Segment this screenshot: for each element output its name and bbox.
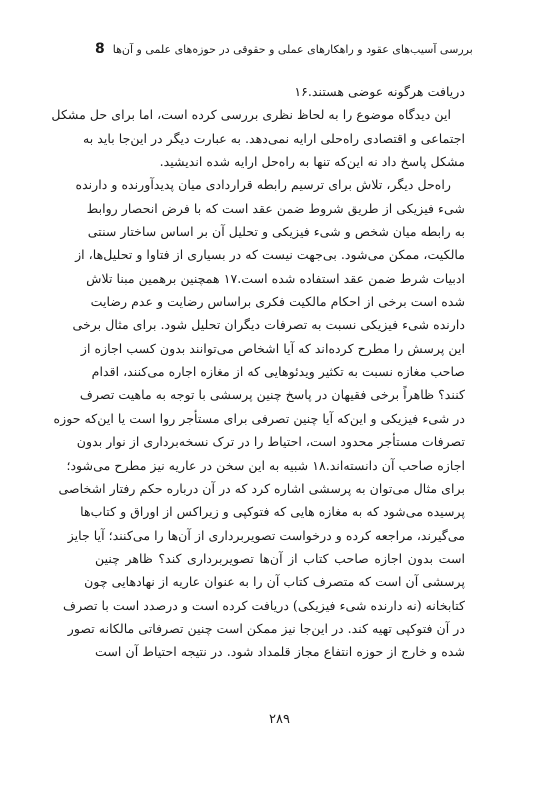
text-line: اجازه صاحب آن دانسته‌اند.۱۸ شبیه به این سخن در عاریه نیز مطرح می‌شود؛ (66, 457, 465, 473)
text-line: پرسشی آن است که متصرف کتاب آن را به عنوان عاریه از نهادهایی چون (84, 574, 465, 590)
text-line: شده و خارج از حوزه انتفاع مجاز قلمداد شود. در نتیجه احتیاط آن است (95, 644, 465, 660)
text-line: این پرسش را مطرح کرده‌اند که آیا اشخاص می‌توانند بدون کسب اجازه از (80, 340, 465, 356)
paragraph (53, 173, 465, 476)
text-line: این دیدگاه موضوع را به لحاظ نظری بررسی کرده است، اما برای حل مشکل (51, 107, 451, 123)
text-line: برای مثال می‌توان به پرسشی اشاره کرد که در آن درباره حکم رفتار اشخاصی (58, 480, 465, 496)
text-line: مشکل پاسخ داد نه این‌که تنها به راه‌حل ارایه شده اندیشید. (159, 154, 465, 170)
text-line: دارنده شیء فیزیکی نسبت به تصرفات دیگران تحلیل شود. برای مثال برخی (72, 317, 465, 333)
text-line: کنند؟ ظاهراً برخی فقیهان در پاسخ چنین پرسشی با توجه به ماهیت تصرف (79, 387, 465, 403)
text-line: تصرفات مستأجر محدود است، احتیاط را در ترک نسخه‌برداری از نوار بدون (76, 434, 465, 450)
body-text (51, 80, 465, 664)
text-line: به رابطه میان شخص و شیء فیزیکی و تحلیل آن بر اساس ساختار سنتی (87, 224, 465, 240)
running-header (95, 38, 473, 60)
text-line: اجتماعی و اقتصادی راه‌حلی ارایه نمی‌دهد. به عبارت دیگر در این‌جا باید به (83, 130, 465, 146)
text-line: دریافت هرگونه عوضی هستند.۱۶ (294, 84, 465, 99)
header-page-marker: 8 (95, 41, 105, 57)
text-line: مالکیت، ممکن می‌شود. بی‌جهت نیست که در بسیاری از فتاوا و تحلیل‌ها، از (75, 247, 465, 263)
text-line: کتابخانه (نه دارنده شیء فیزیکی) دریافت کرده است و درصدد است با تصرف (63, 597, 465, 613)
text-line: شیء فیزیکی از طریق شروط ضمن عقد است که با فرض انحصار روابط (86, 200, 465, 216)
text-line: شده است برخی از احکام مالکیت فکری براساس رضایت و عدم رضایت (90, 294, 465, 310)
paragraph (58, 477, 465, 664)
text-line: پرسیده می‌شود که به مغازه هایی که فتوکپی و زیراکس از اوراق و کتاب‌ها (80, 504, 465, 520)
text-line: می‌گیرند، مراجعه کرده و درخواست تصویربرداری از آن‌ها را می‌کنند؛ آیا جایز (67, 527, 465, 543)
header-title: بررسی آسیب‌های عقود و راهکارهای عملی و حقوقی در حوزه‌های علمی و آن‌ها (112, 42, 473, 56)
text-line: در شیء فیزیکی و این‌که آیا چنین تصرفی برای مستأجر روا است یا این‌که حوزه (53, 410, 465, 426)
page-number: ۲۸۹ (269, 712, 290, 727)
paragraph (51, 103, 465, 173)
paragraph (95, 80, 465, 103)
text-line: ادبیات شرط ضمن عقد استفاده شده است.۱۷ همچنین برهمین مبنا تلاش (86, 270, 465, 286)
text-line: است بدون اجازه صاحب کتاب از آن‌ها تصویربرداری کند؟ ظاهر چنین (95, 550, 465, 566)
text-line: صاحب مغازه نسبت به تکثیر ویدئوهایی که از مغازه اجاره می‌کنند، اقدام (91, 364, 465, 380)
text-line: در آن فتوکپی تهیه کند. در این‌جا نیز ممکن است چنین تصرفاتی مالکانه تصور (67, 620, 465, 636)
text-line: راه‌حل دیگر، تلاش برای ترسیم رابطه قراردادی میان پدیدآورنده و دارنده (75, 177, 451, 193)
